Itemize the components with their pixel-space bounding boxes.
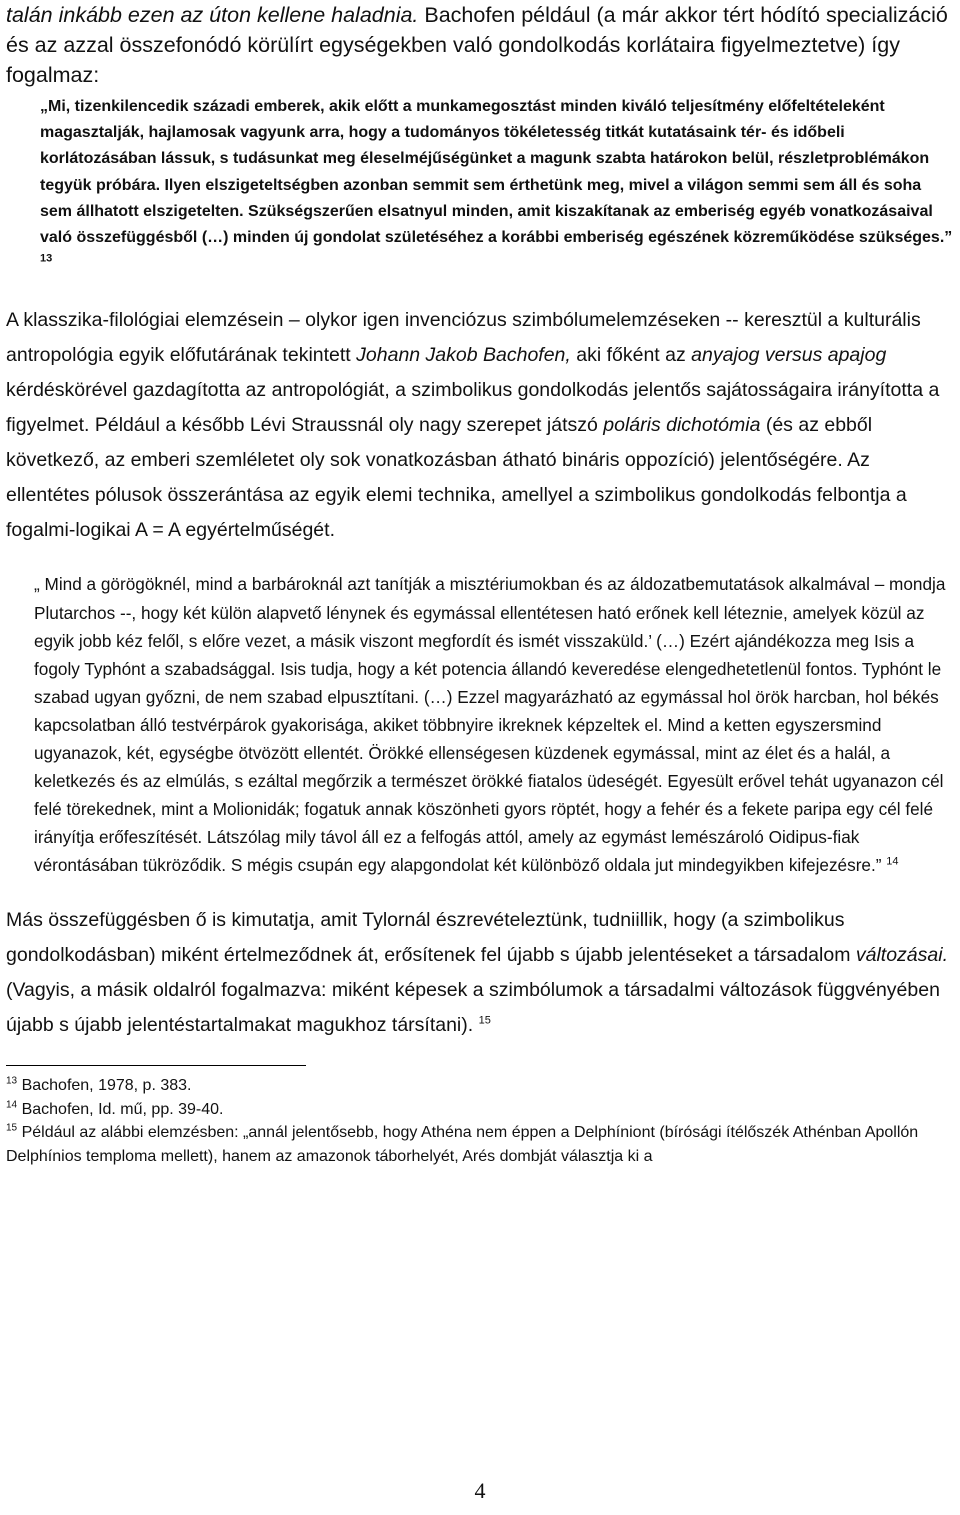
- para1-emphasis-3: poláris dichotómia: [603, 414, 761, 437]
- bachofen-quote-text: „Mi, tizenkilencedik századi emberek, akik előtt a munkamegosztást minden kiváló teljesítmény előfeltételeként magasztalják, hajlamosak vagyunk arra, hogy a tudományos tökéletesség titkát kutatásaink tér- és időbeli korlátozásában lássuk, s tudásunkat meg éleselméjűségünket a magunk szabta határokon belül, részletproblémákon tegyük próbára. Ilyen elszigeteltségben azonban semmit sem érthetünk meg, mivel a világon semmi sem áll és soha sem állhatott elszigetelten. Szükségszerűen elsatnyul minden, amit kiszakítanak az emberiség egyéb vonatkozásaival való összefüggésből (…) minden új gondolat születéséhez a korábbi emberiség egészének közreműködése szükséges.”: [40, 98, 953, 247]
- footnote-number: 13: [6, 1076, 18, 1088]
- para1-text-1: A klasszika-filológiai elemzésein – olykor igen invenciózus szimbólumelemzéseken -- keresztül a kulturális antropológia egyik előfutárának tekintett: [6, 309, 921, 367]
- footnote-15: [6, 1121, 954, 1168]
- footnote-ref-15: 15: [478, 1014, 491, 1027]
- footnote-13: [6, 1074, 954, 1098]
- footnote-text: Például az alábbi elemzésben: „annál jelentősebb, hogy Athéna nem éppen a Delphíniont (bírósági ítélőszék Athénban Apollón Delphínios temploma mellett), hanem az amazonok táborhelyét, Arés dombját választja ki a: [6, 1124, 919, 1165]
- plutarchos-quote: [6, 570, 954, 879]
- intro-paragraph: [6, 0, 954, 90]
- para1-text-2: aki főként az: [570, 344, 692, 367]
- para1-emphasis-2: anyajog versus apajog: [691, 344, 887, 367]
- footnote-number: 14: [6, 1099, 18, 1111]
- para1-text-4: (és az ebből következő, az emberi szemléletet oly sok vonatkozásban átható bináris oppozíció) jelentőségére. Az ellentétes pólusok összerántása az egyik elemi technika, amellyel a szimbolikus gondolkodás felbontja a fogalmi-logikai A = A egyértelműségét.: [6, 414, 907, 542]
- document-page: [6, 0, 954, 1168]
- para2-text-1: Más összefüggésben ő is kimutatja, amit Tylornál észrevételeztünk, tudniillik, hogy (a szimbolikus gondolkodásban) miként értelmeződnek át, erősítenek fel újabb s újabb jelentéseket a társadalom: [6, 909, 856, 967]
- plutarchos-quote-text: „ Mind a görögöknél, mind a barbároknál azt tanítják a misztériumokban és az áldozatbemutatások alkalmával – mondja Plutarchos --, hogy két külön alapvető lénynek és egymással ellentétesen ható erőnek kell léteznie, amelyek közül az egyik jobb kéz felől, s előre vezet, a másik viszont megfordít és ismét visszaküld.’ (…) Ezért ajándékozza meg Isis a fogoly Typhónt a szabadsággal. Isis tudja, hogy a két potencia állandó keveredése elengedhetetlenül fontos. Typhónt le szabad ugyan győzni, de nem szabad elpusztítani. (…) Ezzel magyarázható az egymással hol örök harcban, hol békés kapcsolatban álló testvérpárok gyakorisága, akiket többnyire ikreknek képzeltek el. Mind a ketten egyszersmind ugyanazok, két, egységbe ötvözött ellentét. Örökké ellenségesen küzdenek egymással, mint az élet és a halál, a keletkezés és az elmúlás, s ezáltal megőrzik a természet örökké fiatalos üdeségét. Egyesült erővel tehát ugyanazon cél felé törekednek, mint a Molionidák; fogatuk annak köszönheti gyors röptét, hogy a fehér és a fekete paripa egy cél felé irányítja erőfeszítését. Látszólag mily távol áll ez a felfogás attól, amely az egymást lemészároló Oidipus-fiak vérontásában tükröződik. S mégis csupán egy alapgondolat két különböző oldala jut mindegyikben kifejezésre.”: [34, 574, 946, 876]
- para1-text-3: kérdéskörével gazdagította az antropológiát, a szimbolikus gondolkodás jelentős sajátosságaira irányította a figyelmet. Például a később Lévi Straussnál oly nagy szerepet játszó: [6, 379, 940, 437]
- footnote-separator: [6, 1065, 306, 1066]
- footnote-text: Bachofen, Id. mű, pp. 39-40.: [17, 1100, 224, 1118]
- footnote-ref-14: 14: [886, 855, 899, 868]
- body-paragraph-1: [6, 303, 954, 548]
- para2-text-2: (Vagyis, a másik oldalról fogalmazva: miként képesek a szimbólumok a társadalmi változások függvényében újabb s újabb jelentéstartalmakat magukhoz társítani).: [6, 979, 940, 1037]
- body-paragraph-2: [6, 903, 954, 1043]
- footnote-14: [6, 1098, 954, 1122]
- intro-text: Bachofen például (a már akkor tért hódító specializáció és az azzal összefonódó körülírt egységekben való gondolkodás korlátaira figyelmeztetve) így fogalmaz:: [6, 3, 948, 87]
- intro-italic: talán inkább ezen az úton kellene haladnia.: [6, 3, 419, 27]
- footnote-ref-13: 13: [40, 252, 53, 265]
- bachofen-quote: [12, 94, 954, 277]
- page-number: 4: [474, 1478, 486, 1503]
- para1-emphasis-1: Johann Jakob Bachofen,: [356, 344, 571, 367]
- footnote-text: Bachofen, 1978, p. 383.: [17, 1077, 192, 1095]
- para2-emphasis-1: változásai.: [855, 944, 948, 967]
- footnote-number: 15: [6, 1123, 18, 1135]
